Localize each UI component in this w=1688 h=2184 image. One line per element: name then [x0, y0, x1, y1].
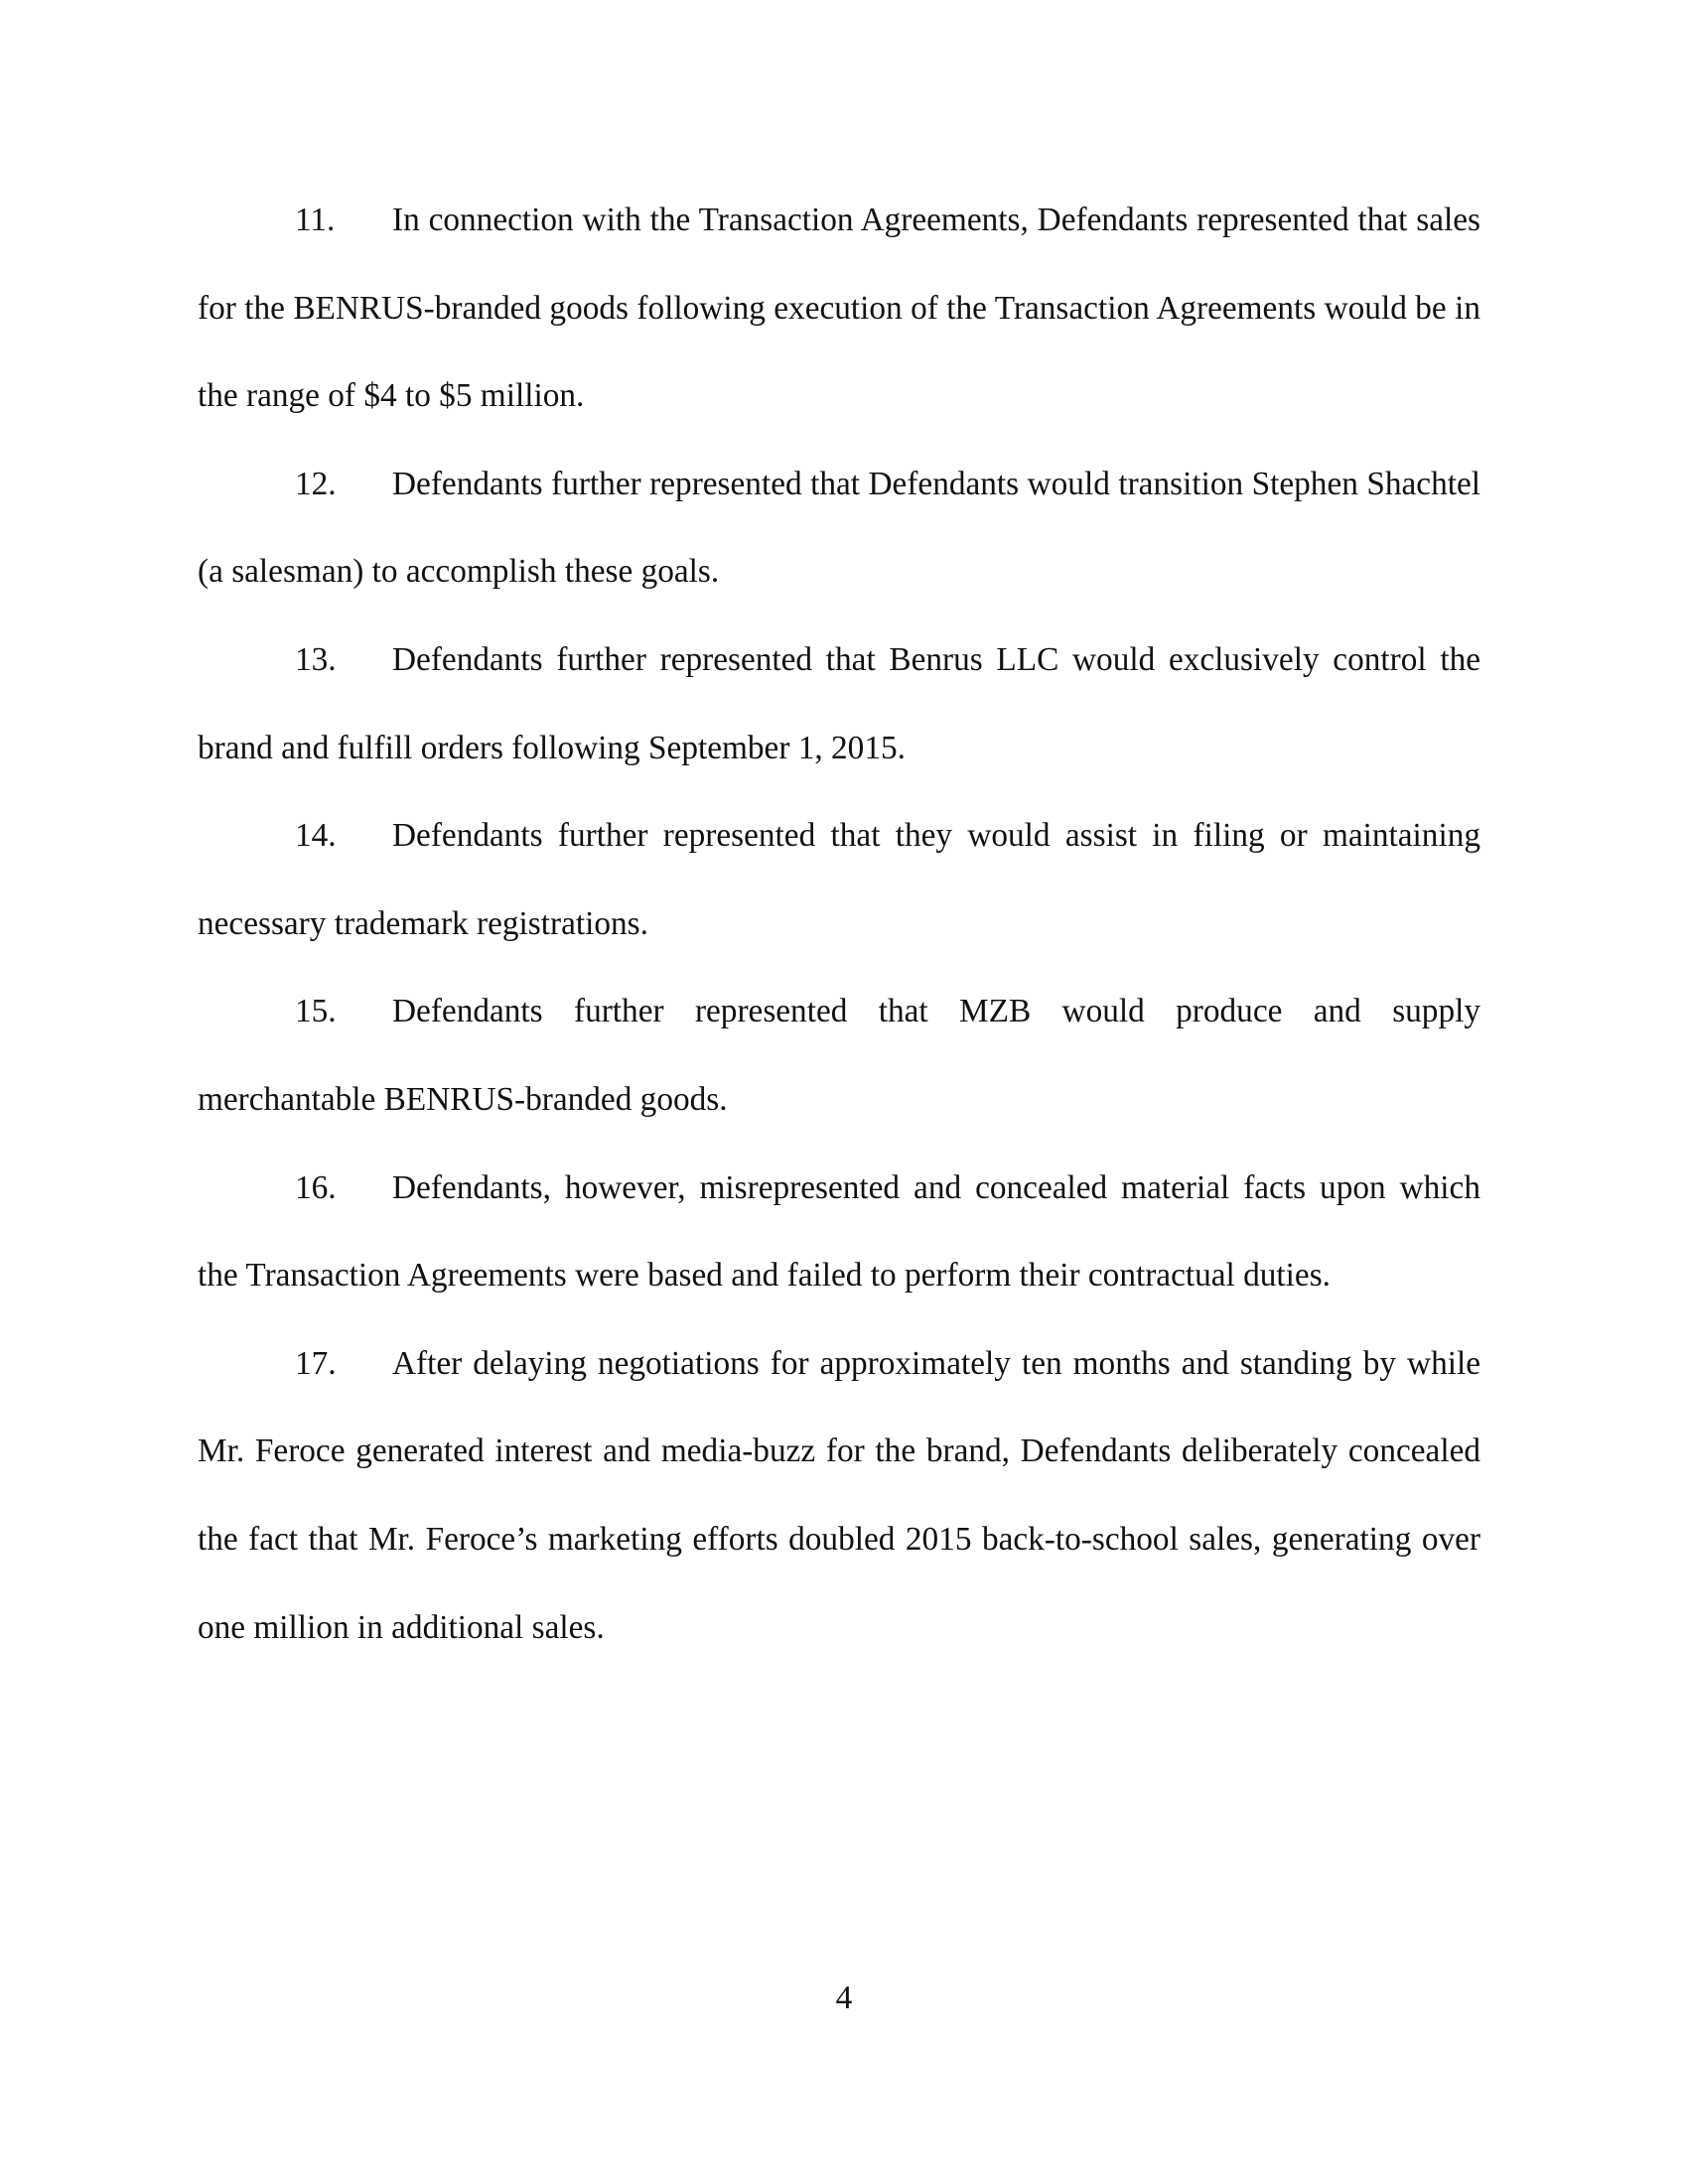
paragraph-17 — [198, 1320, 1480, 1672]
document-body — [198, 177, 1480, 1672]
paragraph-text: Defendants, however, misrepresented and concealed material facts upon which the Transaction Agreements were based and failed to perform their contractual duties. — [198, 1168, 1480, 1295]
paragraph-text: Defendants further represented that Benrus LLC would exclusively control the brand and fulfill orders following September 1, 2015. — [198, 640, 1480, 766]
paragraph-text: In connection with the Transaction Agreements, Defendants represented that sales for the BENRUS-branded goods following execution of the Transaction Agreements would be in the range of $4 to $5 million. — [198, 202, 1480, 415]
paragraph-number: 17. — [295, 1344, 337, 1382]
paragraph-14 — [198, 792, 1480, 968]
paragraph-number: 12. — [295, 465, 337, 502]
paragraph-11 — [198, 177, 1480, 441]
paragraph-text: Defendants further represented that MZB would produce and supply merchantable BENRUS-branded goods. — [198, 993, 1480, 1118]
paragraph-text: Defendants further represented that Defendants would transition Stephen Shachtel (a salesman) to accomplish these goals. — [198, 465, 1480, 591]
paragraph-text: Defendants further represented that they would assist in filing or maintaining necessary trademark registrations. — [198, 817, 1480, 942]
paragraph-number: 16. — [295, 1168, 337, 1206]
paragraph-number: 11. — [295, 202, 336, 238]
paragraph-13 — [198, 616, 1480, 792]
paragraph-15 — [198, 968, 1480, 1144]
paragraph-number: 13. — [295, 640, 337, 678]
paragraph-number: 15. — [295, 993, 337, 1030]
paragraph-16 — [198, 1145, 1480, 1320]
paragraph-number: 14. — [295, 817, 337, 855]
paragraph-12 — [198, 441, 1480, 616]
page-number: 4 — [835, 1979, 853, 2016]
paragraph-text: After delaying negotiations for approximately ten months and standing by while Mr. Feroce generated interest and media-buzz for the brand, Defendants deliberately concealed the fact that Mr. Feroce’s marketing efforts doubled 2015 back-to-school sales, generating over one million in additional sales. — [198, 1344, 1480, 1646]
